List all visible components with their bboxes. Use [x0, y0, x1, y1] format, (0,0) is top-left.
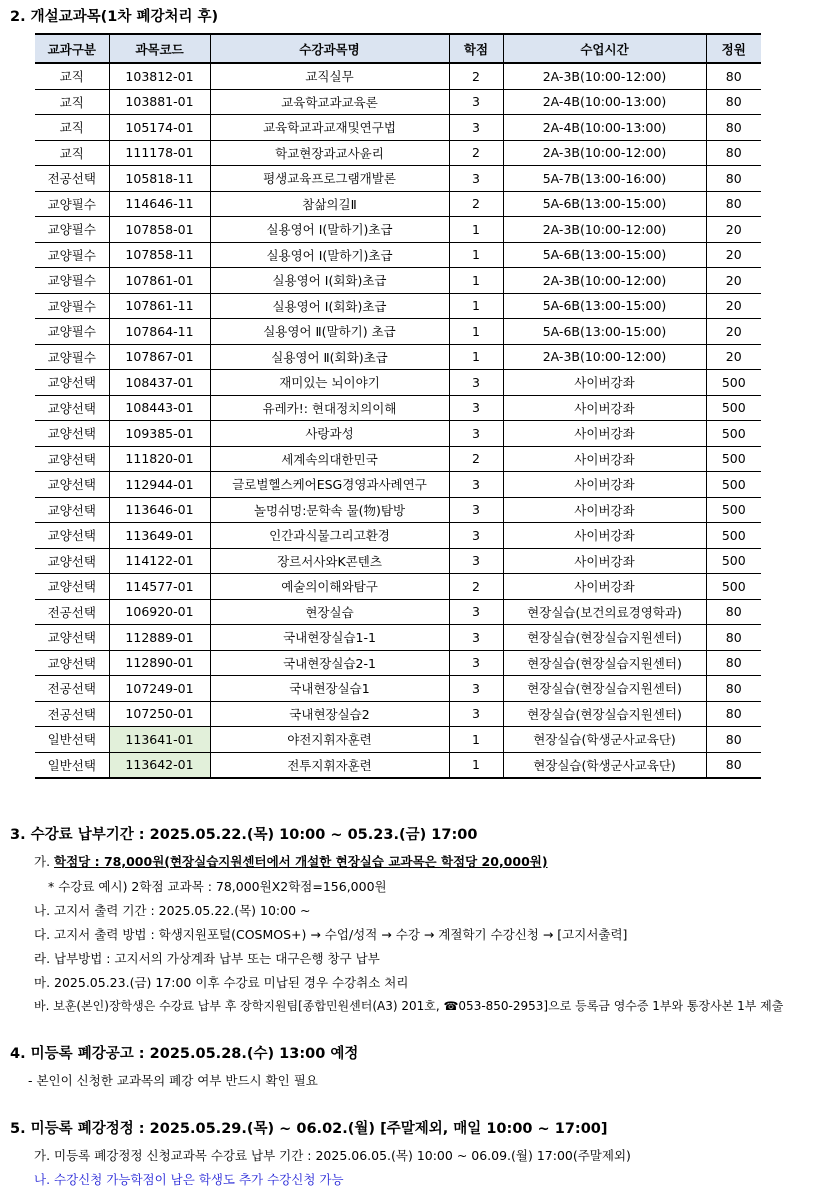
- table-row: [35, 497, 761, 523]
- course-name-cell: 인간과식물그리고환경: [210, 523, 449, 549]
- course-code-cell: 111820-01: [109, 446, 210, 472]
- table-row: [35, 752, 761, 778]
- credit-cell: 3: [449, 497, 503, 523]
- class-time-cell: 사이버강좌: [503, 574, 706, 600]
- table-row: [35, 293, 761, 319]
- capacity-cell: 20: [706, 242, 761, 268]
- table-row: [35, 166, 761, 192]
- capacity-cell: 80: [706, 727, 761, 753]
- course-name-cell: 실용영어 Ⅱ(회화)초급: [210, 344, 449, 370]
- capacity-cell: 20: [706, 268, 761, 294]
- course-name-cell: 참삶의길Ⅱ: [210, 191, 449, 217]
- course-name-cell: 국내현장실습1-1: [210, 625, 449, 651]
- course-code-cell: 107864-11: [109, 319, 210, 345]
- credit-cell: 2: [449, 63, 503, 89]
- credit-cell: 3: [449, 421, 503, 447]
- fee-per-credit-line: [34, 852, 548, 870]
- class-time-cell: 사이버강좌: [503, 472, 706, 498]
- table-row: [35, 421, 761, 447]
- class-time-cell: 사이버강좌: [503, 370, 706, 396]
- course-name-cell: 유레카!: 현대정치의이해: [210, 395, 449, 421]
- course-name-cell: 실용영어 Ⅱ(말하기) 초급: [210, 319, 449, 345]
- credit-cell: 1: [449, 727, 503, 753]
- capacity-cell: 500: [706, 523, 761, 549]
- col-header: 교과구분: [35, 34, 109, 63]
- course-type-cell: 교양선택: [35, 497, 109, 523]
- class-time-cell: 현장실습(학생군사교육단): [503, 752, 706, 778]
- course-name-cell: 실용영어 Ⅰ(말하기)초급: [210, 242, 449, 268]
- course-code-cell: 103881-01: [109, 89, 210, 115]
- credit-cell: 2: [449, 574, 503, 600]
- capacity-cell: 80: [706, 752, 761, 778]
- course-name-cell: 교직실무: [210, 63, 449, 89]
- credit-cell: 2: [449, 140, 503, 166]
- capacity-cell: 20: [706, 344, 761, 370]
- credit-cell: 3: [449, 166, 503, 192]
- credit-cell: 1: [449, 319, 503, 345]
- capacity-cell: 500: [706, 497, 761, 523]
- course-type-cell: 교양선택: [35, 625, 109, 651]
- capacity-cell: 20: [706, 319, 761, 345]
- capacity-cell: 500: [706, 574, 761, 600]
- capacity-cell: 80: [706, 140, 761, 166]
- credit-cell: 1: [449, 752, 503, 778]
- credit-cell: 3: [449, 548, 503, 574]
- table-row: [35, 370, 761, 396]
- class-time-cell: 5A-6B(13:00-15:00): [503, 242, 706, 268]
- course-code-cell: 107861-11: [109, 293, 210, 319]
- course-type-cell: 교양필수: [35, 293, 109, 319]
- credit-cell: 1: [449, 217, 503, 243]
- class-time-cell: 사이버강좌: [503, 421, 706, 447]
- course-code-cell: 114122-01: [109, 548, 210, 574]
- course-code-cell: 107250-01: [109, 701, 210, 727]
- class-time-cell: 2A-3B(10:00-12:00): [503, 140, 706, 166]
- course-name-cell: 실용영어 Ⅰ(말하기)초급: [210, 217, 449, 243]
- class-time-cell: 사이버강좌: [503, 395, 706, 421]
- course-type-cell: 교양선택: [35, 548, 109, 574]
- course-type-cell: 교양선택: [35, 370, 109, 396]
- class-time-cell: 현장실습(보건의료경영학과): [503, 599, 706, 625]
- col-header: 수업시간: [503, 34, 706, 63]
- class-time-cell: 5A-6B(13:00-15:00): [503, 319, 706, 345]
- section-5-title: 5. 미등록 폐강정정 : 2025.05.29.(목) ~ 06.02.(월) [주말제외, 매일 10:00 ~ 17:00]: [10, 1121, 608, 1137]
- table-row: [35, 523, 761, 549]
- capacity-cell: 20: [706, 293, 761, 319]
- class-time-cell: 현장실습(학생군사교육단): [503, 727, 706, 753]
- course-type-cell: 교양선택: [35, 395, 109, 421]
- class-time-cell: 사이버강좌: [503, 523, 706, 549]
- class-time-cell: 현장실습(현장실습지원센터): [503, 625, 706, 651]
- course-name-cell: 국내현장실습1: [210, 676, 449, 702]
- capacity-cell: 80: [706, 63, 761, 89]
- bill-print-period: 나. 고지서 출력 기간 : 2025.05.22.(목) 10:00 ~: [34, 903, 311, 918]
- course-name-cell: 글로벌헬스케어ESG경영과사례연구: [210, 472, 449, 498]
- class-time-cell: 사이버강좌: [503, 497, 706, 523]
- section-3-title: 3. 수강료 납부기간 : 2025.05.22.(목) 10:00 ~ 05.23.(금) 17:00: [10, 827, 478, 843]
- course-code-cell: 112890-01: [109, 650, 210, 676]
- course-type-cell: 교양선택: [35, 472, 109, 498]
- course-code-cell: 107861-01: [109, 268, 210, 294]
- credit-cell: 3: [449, 115, 503, 141]
- capacity-cell: 500: [706, 472, 761, 498]
- course-type-cell: 교직: [35, 89, 109, 115]
- table-row: [35, 63, 761, 89]
- course-name-cell: 야전지휘자훈련: [210, 727, 449, 753]
- course-code-cell: 112944-01: [109, 472, 210, 498]
- course-code-cell: 106920-01: [109, 599, 210, 625]
- credit-cell: 2: [449, 446, 503, 472]
- course-type-cell: 일반선택: [35, 752, 109, 778]
- course-code-cell: 113642-01: [109, 752, 210, 778]
- course-code-cell: 114646-11: [109, 191, 210, 217]
- col-header: 과목코드: [109, 34, 210, 63]
- course-name-cell: 교육학교과교재및연구법: [210, 115, 449, 141]
- course-name-cell: 평생교육프로그램개발론: [210, 166, 449, 192]
- section-4-note: - 본인이 신청한 교과목의 폐강 여부 반드시 확인 필요: [28, 1073, 318, 1088]
- course-type-cell: 교양선택: [35, 650, 109, 676]
- course-type-cell: 교직: [35, 63, 109, 89]
- course-table: [35, 33, 761, 779]
- bill-print-method: 다. 고지서 출력 방법 : 학생지원포털(COSMOS+) → 수업/성적 → 수강 → 계절학기 수강신청 → [고지서출력]: [34, 927, 628, 942]
- credit-cell: 3: [449, 625, 503, 651]
- course-name-cell: 장르서사와K콘텐츠: [210, 548, 449, 574]
- col-header: 학점: [449, 34, 503, 63]
- fee-example: * 수강료 예시) 2학점 교과목 : 78,000원X2학점=156,000원: [48, 879, 387, 894]
- table-row: [35, 268, 761, 294]
- course-code-cell: 108437-01: [109, 370, 210, 396]
- course-code-cell: 113641-01: [109, 727, 210, 753]
- class-time-cell: 현장실습(현장실습지원센터): [503, 676, 706, 702]
- fee-per-credit: 학점당 : 78,000원(현장실습지원센터에서 개설한 현장실습 교과목은 학점당 20,000원): [54, 854, 548, 869]
- course-type-cell: 교양필수: [35, 268, 109, 294]
- capacity-cell: 500: [706, 421, 761, 447]
- course-code-cell: 108443-01: [109, 395, 210, 421]
- credit-cell: 3: [449, 395, 503, 421]
- table-row: [35, 217, 761, 243]
- course-type-cell: 교양필수: [35, 242, 109, 268]
- table-row: [35, 727, 761, 753]
- capacity-cell: 500: [706, 548, 761, 574]
- credit-cell: 3: [449, 676, 503, 702]
- class-time-cell: 2A-3B(10:00-12:00): [503, 344, 706, 370]
- course-type-cell: 교양선택: [35, 421, 109, 447]
- capacity-cell: 80: [706, 701, 761, 727]
- course-type-cell: 전공선택: [35, 676, 109, 702]
- list-marker: 가.: [34, 854, 55, 869]
- capacity-cell: 80: [706, 650, 761, 676]
- class-time-cell: 2A-3B(10:00-12:00): [503, 217, 706, 243]
- course-name-cell: 학교현장과교사윤리: [210, 140, 449, 166]
- capacity-cell: 500: [706, 370, 761, 396]
- course-type-cell: 전공선택: [35, 599, 109, 625]
- course-code-cell: 107867-01: [109, 344, 210, 370]
- course-type-cell: 교양필수: [35, 191, 109, 217]
- table-row: [35, 395, 761, 421]
- table-row: [35, 344, 761, 370]
- course-code-cell: 107249-01: [109, 676, 210, 702]
- table-row: [35, 319, 761, 345]
- credit-cell: 3: [449, 472, 503, 498]
- class-time-cell: 사이버강좌: [503, 548, 706, 574]
- credit-cell: 3: [449, 523, 503, 549]
- table-row: [35, 701, 761, 727]
- course-name-cell: 세계속의대한민국: [210, 446, 449, 472]
- course-code-cell: 111178-01: [109, 140, 210, 166]
- course-type-cell: 전공선택: [35, 166, 109, 192]
- payment-method: 라. 납부방법 : 고지서의 가상계좌 납부 또는 대구은행 창구 납부: [34, 951, 380, 966]
- section-4-title: 4. 미등록 폐강공고 : 2025.05.28.(수) 13:00 예정: [10, 1046, 359, 1062]
- credit-cell: 3: [449, 650, 503, 676]
- class-time-cell: 2A-3B(10:00-12:00): [503, 63, 706, 89]
- class-time-cell: 2A-4B(10:00-13:00): [503, 115, 706, 141]
- course-type-cell: 교양필수: [35, 217, 109, 243]
- table-header-row: [35, 34, 761, 63]
- course-type-cell: 일반선택: [35, 727, 109, 753]
- capacity-cell: 80: [706, 625, 761, 651]
- course-name-cell: 놀멍쉬멍:문학속 물(物)탐방: [210, 497, 449, 523]
- table-row: [35, 89, 761, 115]
- credit-cell: 1: [449, 293, 503, 319]
- course-code-cell: 109385-01: [109, 421, 210, 447]
- table-row: [35, 140, 761, 166]
- course-type-cell: 교양선택: [35, 446, 109, 472]
- course-name-cell: 교육학교과교육론: [210, 89, 449, 115]
- table-row: [35, 548, 761, 574]
- capacity-cell: 500: [706, 395, 761, 421]
- capacity-cell: 80: [706, 115, 761, 141]
- capacity-cell: 500: [706, 446, 761, 472]
- capacity-cell: 80: [706, 89, 761, 115]
- course-name-cell: 사랑과성: [210, 421, 449, 447]
- course-code-cell: 107858-01: [109, 217, 210, 243]
- credit-cell: 1: [449, 268, 503, 294]
- course-name-cell: 재미있는 뇌이야기: [210, 370, 449, 396]
- course-name-cell: 국내현장실습2: [210, 701, 449, 727]
- section-2-title: 2. 개설교과목(1차 폐강처리 후): [10, 9, 219, 25]
- course-name-cell: 국내현장실습2-1: [210, 650, 449, 676]
- table-row: [35, 650, 761, 676]
- credit-cell: 2: [449, 191, 503, 217]
- course-type-cell: 전공선택: [35, 701, 109, 727]
- course-type-cell: 교양선택: [35, 523, 109, 549]
- veteran-scholarship-note: 바. 보훈(본인)장학생은 수강료 납부 후 장학지원팀[종합민원센터(A3) 201호, ☎053-850-2953]으로 등록금 영수증 1부와 통장사본 1부 제출: [34, 999, 784, 1013]
- additional-registration-note: 나. 수강신청 가능학점이 남은 학생도 추가 수강신청 가능: [34, 1172, 344, 1187]
- capacity-cell: 80: [706, 676, 761, 702]
- credit-cell: 1: [449, 242, 503, 268]
- table-row: [35, 472, 761, 498]
- class-time-cell: 사이버강좌: [503, 446, 706, 472]
- correction-fee-period: 가. 미등록 폐강정정 신청교과목 수강료 납부 기간 : 2025.06.05.(목) 10:00 ~ 06.09.(월) 17:00(주말제외): [34, 1148, 631, 1163]
- cancel-notice: 마. 2025.05.23.(금) 17:00 이후 수강료 미납된 경우 수강취소 처리: [34, 975, 409, 990]
- class-time-cell: 2A-3B(10:00-12:00): [503, 268, 706, 294]
- class-time-cell: 5A-6B(13:00-15:00): [503, 293, 706, 319]
- course-code-cell: 112889-01: [109, 625, 210, 651]
- course-type-cell: 교양필수: [35, 319, 109, 345]
- capacity-cell: 80: [706, 191, 761, 217]
- capacity-cell: 20: [706, 217, 761, 243]
- class-time-cell: 2A-4B(10:00-13:00): [503, 89, 706, 115]
- credit-cell: 3: [449, 599, 503, 625]
- class-time-cell: 5A-7B(13:00-16:00): [503, 166, 706, 192]
- capacity-cell: 80: [706, 166, 761, 192]
- class-time-cell: 현장실습(현장실습지원센터): [503, 701, 706, 727]
- course-type-cell: 교직: [35, 115, 109, 141]
- course-code-cell: 114577-01: [109, 574, 210, 600]
- class-time-cell: 현장실습(현장실습지원센터): [503, 650, 706, 676]
- credit-cell: 3: [449, 701, 503, 727]
- col-header: 정원: [706, 34, 761, 63]
- table-row: [35, 676, 761, 702]
- table-row: [35, 446, 761, 472]
- capacity-cell: 80: [706, 599, 761, 625]
- course-code-cell: 105174-01: [109, 115, 210, 141]
- course-type-cell: 교직: [35, 140, 109, 166]
- table-row: [35, 625, 761, 651]
- col-header: 수강과목명: [210, 34, 449, 63]
- course-name-cell: 예술의이해와탐구: [210, 574, 449, 600]
- course-code-cell: 107858-11: [109, 242, 210, 268]
- course-code-cell: 105818-11: [109, 166, 210, 192]
- course-name-cell: 전투지휘자훈련: [210, 752, 449, 778]
- course-type-cell: 교양선택: [35, 574, 109, 600]
- course-code-cell: 113646-01: [109, 497, 210, 523]
- table-row: [35, 115, 761, 141]
- table-row: [35, 574, 761, 600]
- course-name-cell: 실용영어 Ⅰ(회화)초급: [210, 293, 449, 319]
- course-code-cell: 103812-01: [109, 63, 210, 89]
- class-time-cell: 5A-6B(13:00-15:00): [503, 191, 706, 217]
- table-row: [35, 191, 761, 217]
- credit-cell: 1: [449, 344, 503, 370]
- table-row: [35, 242, 761, 268]
- course-type-cell: 교양필수: [35, 344, 109, 370]
- course-name-cell: 현장실습: [210, 599, 449, 625]
- course-name-cell: 실용영어 Ⅰ(회화)초급: [210, 268, 449, 294]
- credit-cell: 3: [449, 89, 503, 115]
- course-code-cell: 113649-01: [109, 523, 210, 549]
- table-row: [35, 599, 761, 625]
- credit-cell: 3: [449, 370, 503, 396]
